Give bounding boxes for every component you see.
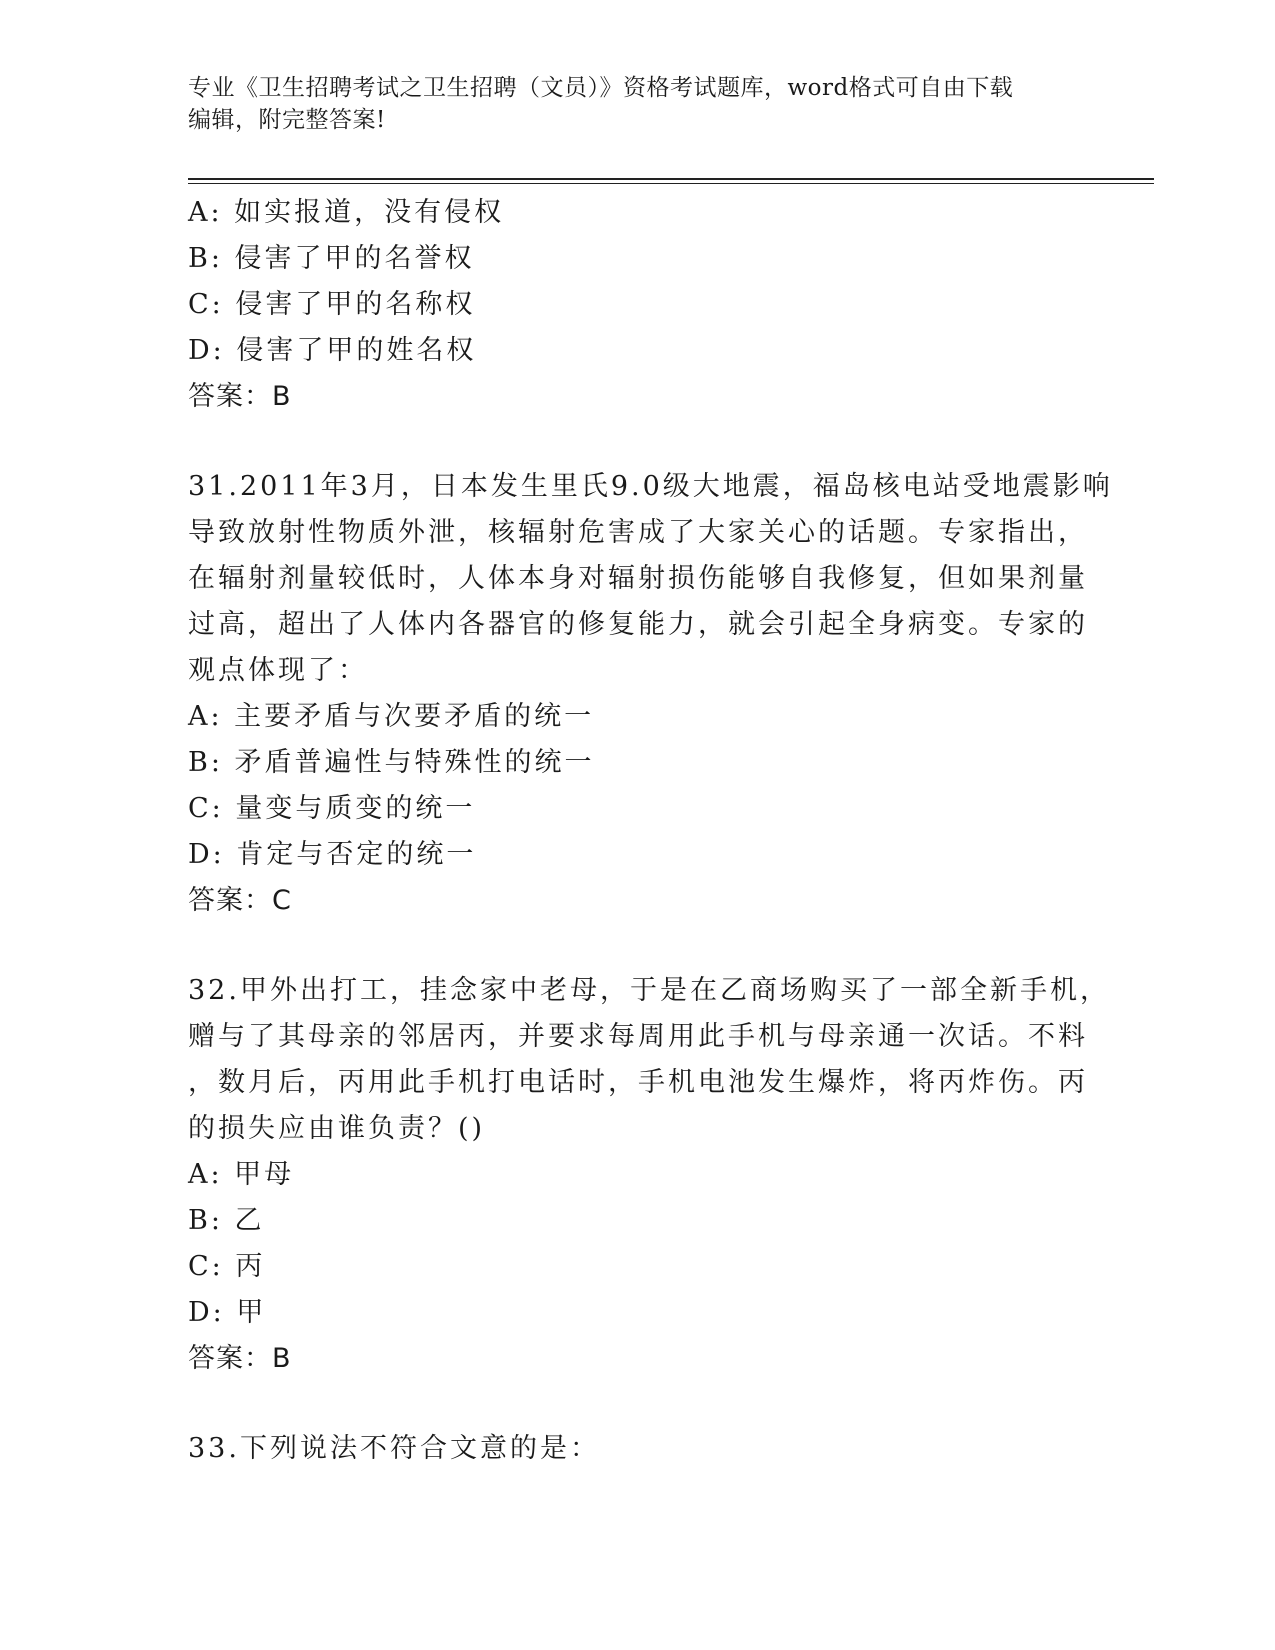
option-b: B: 乙 xyxy=(188,1205,265,1236)
answer: 答案：B xyxy=(188,381,292,412)
question-stem-line: 观点体现了： xyxy=(188,655,368,686)
answer: 答案：B xyxy=(188,1343,292,1374)
option-b: B: 矛盾普遍性与特殊性的统一 xyxy=(188,747,595,778)
question-stem-line: 33.下列说法不符合文意的是： xyxy=(188,1433,600,1464)
header-line-1: 专业《卫生招聘考试之卫生招聘（文员）》资格考试题库，word格式可自由下载 xyxy=(188,75,1014,101)
question-gap xyxy=(188,420,1088,464)
answer: 答案：C xyxy=(188,885,292,916)
document-body xyxy=(188,190,1113,1472)
option-a: A: 如实报道，没有侵权 xyxy=(188,197,505,228)
option-a: A: 甲母 xyxy=(188,1159,295,1190)
question-32 xyxy=(188,968,1110,1382)
question-gap xyxy=(188,1382,1088,1426)
question-gap xyxy=(188,924,1088,968)
option-a: A: 主要矛盾与次要矛盾的统一 xyxy=(188,701,595,732)
option-c: C: 丙 xyxy=(188,1251,266,1282)
question-stem-line: 导致放射性物质外泄，核辐射危害成了大家关心的话题。专家指出， xyxy=(188,517,1088,548)
option-d: D: 甲 xyxy=(188,1297,267,1328)
option-d: D: 侵害了甲的姓名权 xyxy=(188,335,477,366)
header-rule-thin xyxy=(188,183,1154,184)
option-c: C: 量变与质变的统一 xyxy=(188,793,476,824)
option-b: B: 侵害了甲的名誉权 xyxy=(188,243,475,274)
header-rule-thick xyxy=(188,178,1154,180)
question-stem-line: ，数月后，丙用此手机打电话时，手机电池发生爆炸，将丙炸伤。丙 xyxy=(188,1067,1088,1098)
option-c: C: 侵害了甲的名称权 xyxy=(188,289,476,320)
header-line-2: 编辑，附完整答案! xyxy=(188,107,386,133)
question-33 xyxy=(188,1426,1088,1472)
question-31 xyxy=(188,464,1113,924)
question-stem-line: 的损失应由谁负责？() xyxy=(188,1113,486,1144)
question-stem-line: 过高，超出了人体内各器官的修复能力，就会引起全身病变。专家的 xyxy=(188,609,1088,640)
document-header xyxy=(188,72,1088,136)
question-30-tail xyxy=(188,190,1088,420)
question-stem-line: 32.甲外出打工，挂念家中老母，于是在乙商场购买了一部全新手机， xyxy=(188,975,1110,1006)
option-d: D: 肯定与否定的统一 xyxy=(188,839,477,870)
question-stem-line: 在辐射剂量较低时，人体本身对辐射损伤能够自我修复，但如果剂量 xyxy=(188,563,1088,594)
question-stem-line: 31.2011年3月，日本发生里氏9.0级大地震，福岛核电站受地震影响 xyxy=(188,471,1113,502)
question-stem-line: 赠与了其母亲的邻居丙，并要求每周用此手机与母亲通一次话。不料 xyxy=(188,1021,1088,1052)
